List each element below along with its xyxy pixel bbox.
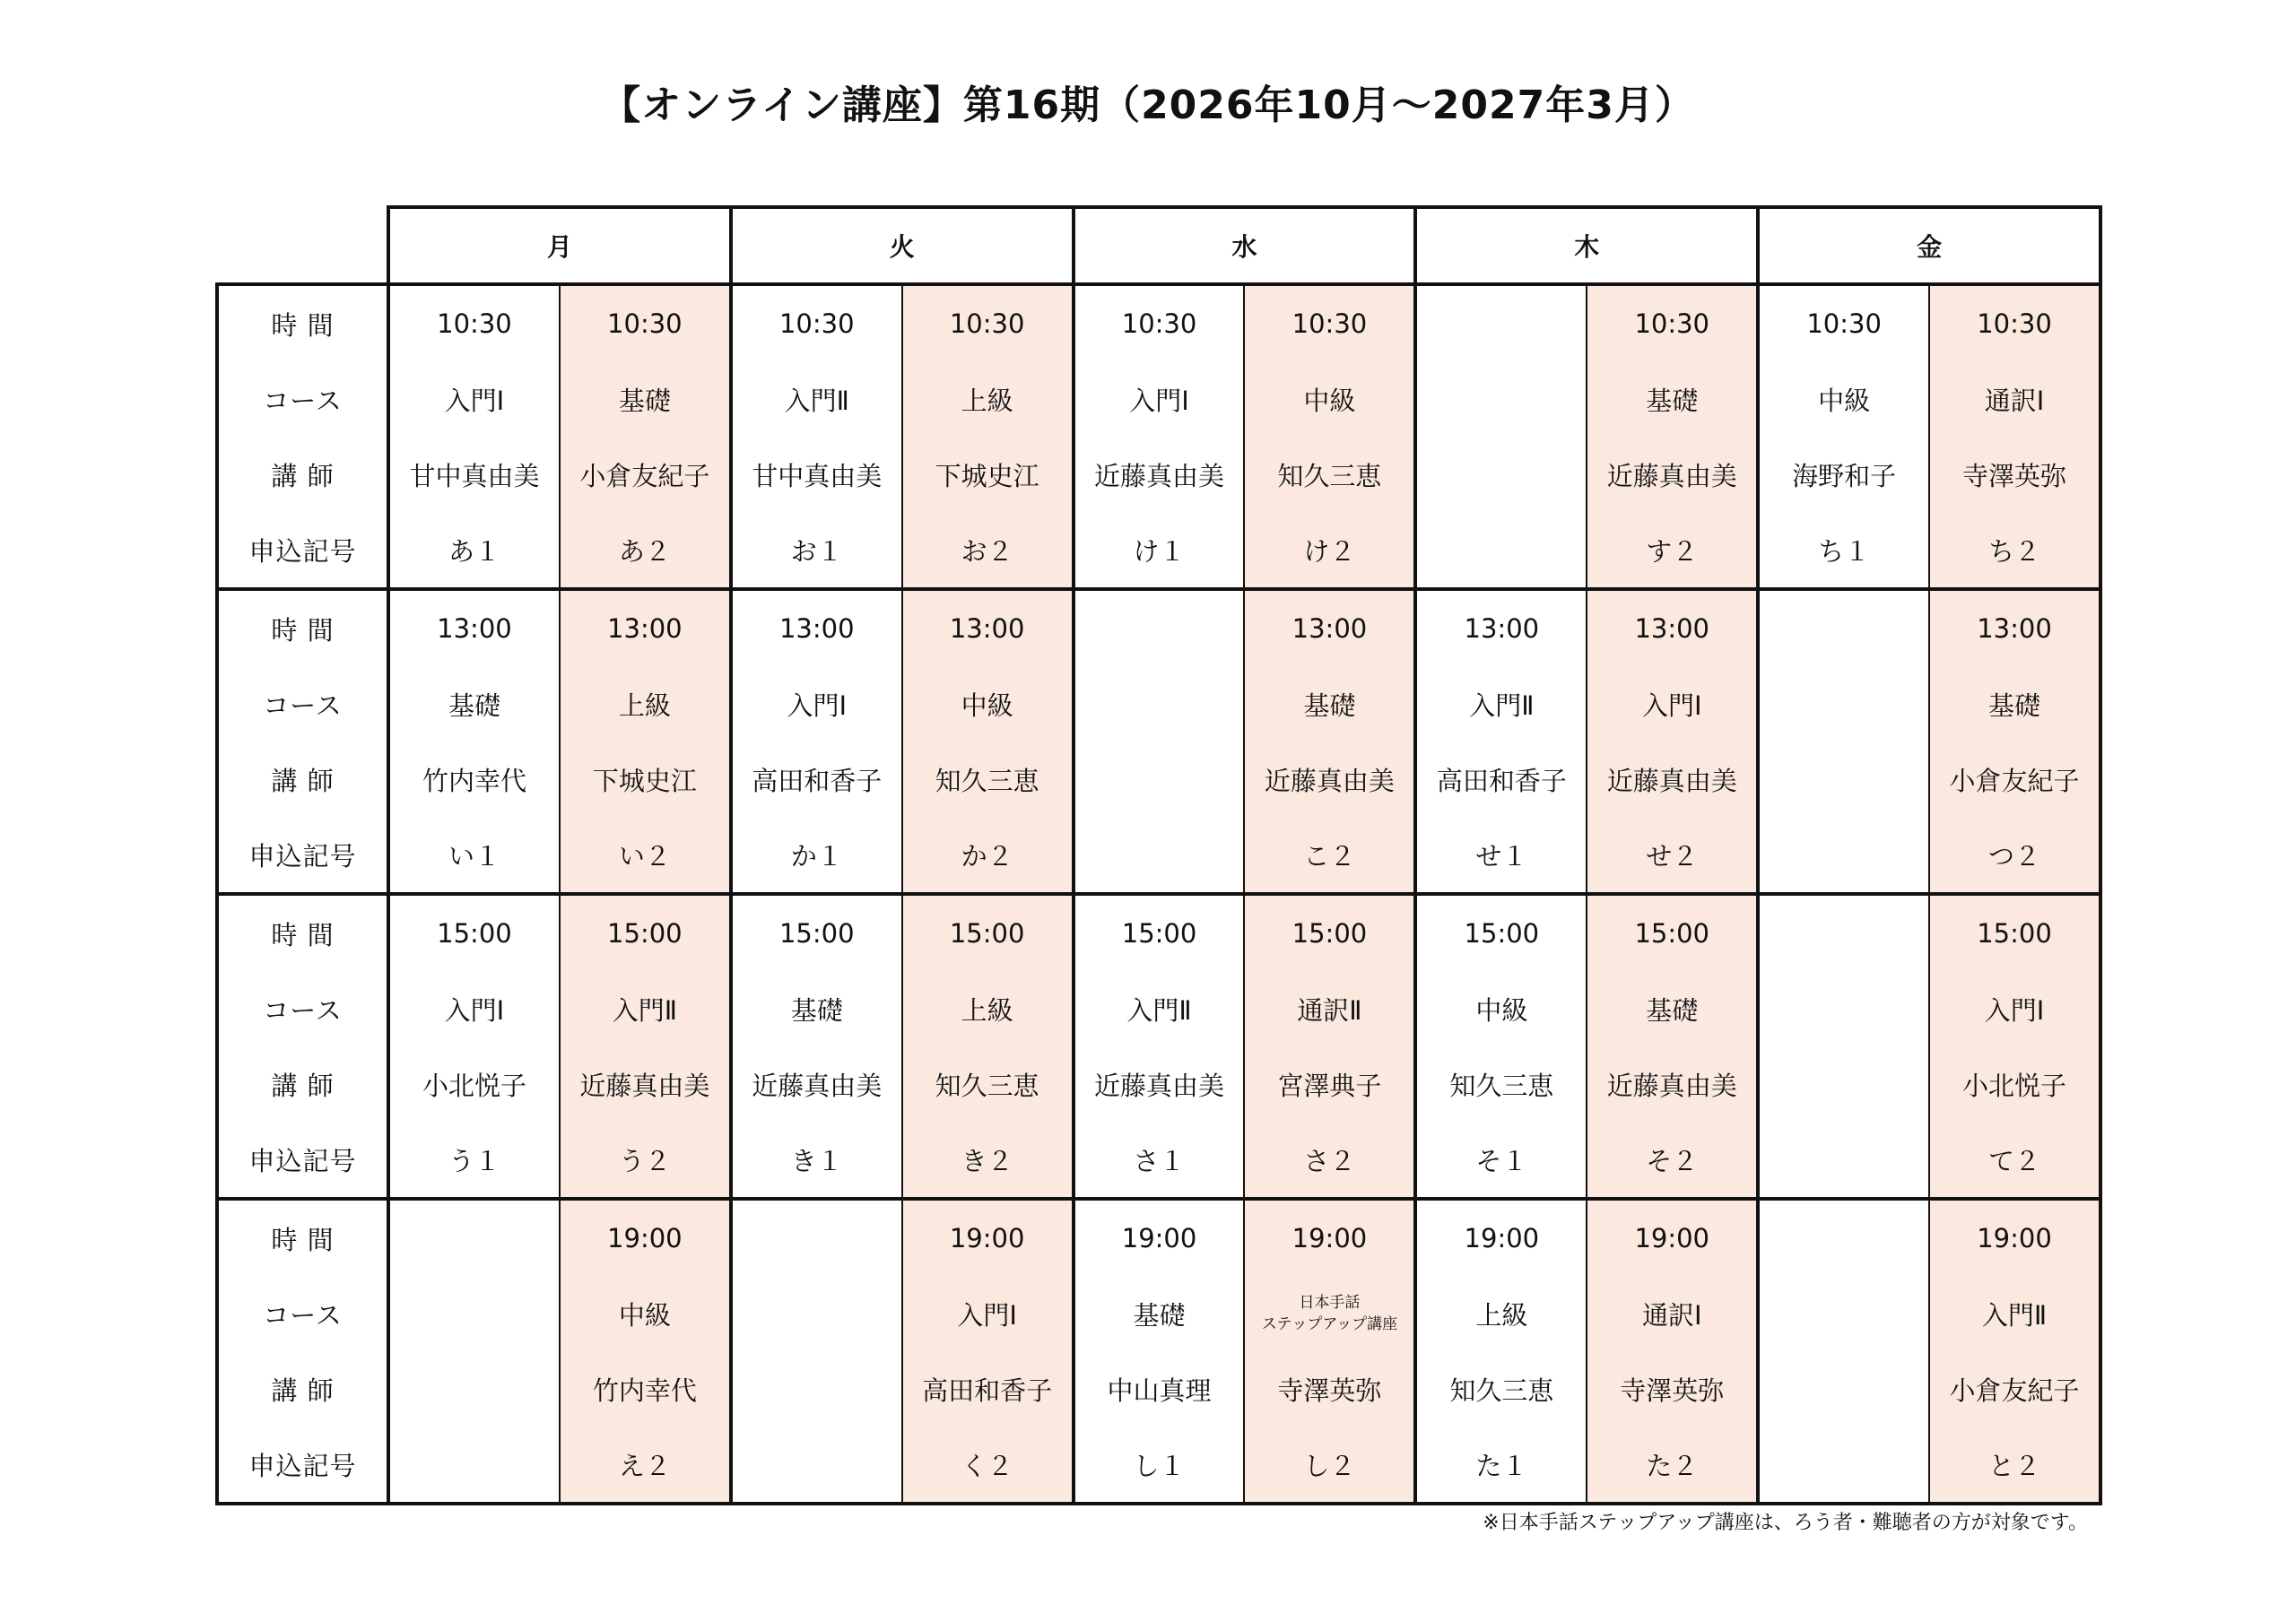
slot-code: [731, 1427, 902, 1504]
slot-code: つ２: [1929, 817, 2100, 894]
slot-time: 15:00: [560, 894, 731, 971]
course-row: [217, 971, 2100, 1046]
slot-course: 中級: [560, 1276, 731, 1351]
course-name-line: ステップアップ講座: [1261, 1315, 1398, 1333]
slot-code: え２: [560, 1427, 731, 1504]
teacher-row: [217, 1046, 2100, 1122]
slot-time: 15:00: [1929, 894, 2100, 971]
slot-course: 入門Ⅱ: [560, 971, 731, 1046]
row-label: 時 間: [217, 1199, 388, 1276]
slot-course: 入門Ⅱ: [1074, 971, 1245, 1046]
slot-code: た２: [1587, 1427, 1758, 1504]
slot-course: [731, 1276, 902, 1351]
slot-time: 19:00: [1415, 1199, 1587, 1276]
slot-teacher: [1758, 1351, 1929, 1427]
slot-teacher: 竹内幸代: [388, 742, 560, 817]
row-label: コース: [217, 666, 388, 742]
slot-course: 入門Ⅰ: [1587, 666, 1758, 742]
slot-time: [1074, 589, 1245, 666]
slot-code: し１: [1074, 1427, 1245, 1504]
slot-course: 入門Ⅱ: [731, 361, 902, 437]
slot-code: [1758, 1427, 1929, 1504]
slot-time: 19:00: [1074, 1199, 1245, 1276]
slot-course: 基礎: [1244, 666, 1415, 742]
row-label: 申込記号: [217, 512, 388, 589]
slot-teacher: 小倉友紀子: [560, 437, 731, 512]
slot-code: さ１: [1074, 1122, 1245, 1199]
slot-course: 上級: [1415, 1276, 1587, 1351]
course-name-line: 日本手話: [1299, 1294, 1361, 1312]
slot-time: [1758, 894, 1929, 971]
slot-teacher: 近藤真由美: [1074, 437, 1245, 512]
slot-teacher: [1415, 437, 1587, 512]
slot-course: [1244, 1276, 1415, 1351]
teacher-row: [217, 742, 2100, 817]
code-row: [217, 817, 2100, 894]
slot-code: せ１: [1415, 817, 1587, 894]
time-row: [217, 1199, 2100, 1276]
slot-teacher: 小北悦子: [388, 1046, 560, 1122]
slot-time: [1758, 589, 1929, 666]
time-block: [217, 1199, 2100, 1504]
slot-teacher: 近藤真由美: [1074, 1046, 1245, 1122]
slot-code: [1074, 817, 1245, 894]
slot-code: あ１: [388, 512, 560, 589]
slot-time: 10:30: [388, 284, 560, 361]
slot-course: 入門Ⅰ: [1074, 361, 1245, 437]
slot-teacher: [731, 1351, 902, 1427]
slot-code: か１: [731, 817, 902, 894]
slot-time: 10:30: [1074, 284, 1245, 361]
slot-teacher: 寺澤英弥: [1587, 1351, 1758, 1427]
slot-course: 通訳Ⅰ: [1929, 361, 2100, 437]
slot-teacher: 近藤真由美: [560, 1046, 731, 1122]
slot-time: 19:00: [902, 1199, 1074, 1276]
course-row: [217, 666, 2100, 742]
day-header-tuesday: 火: [731, 207, 1074, 284]
slot-course: 通訳Ⅱ: [1244, 971, 1415, 1046]
slot-time: 15:00: [1244, 894, 1415, 971]
slot-time: 10:30: [1587, 284, 1758, 361]
slot-course: [1074, 666, 1245, 742]
time-row: [217, 589, 2100, 666]
slot-course: 入門Ⅱ: [1415, 666, 1587, 742]
slot-teacher: [388, 1351, 560, 1427]
row-label: 申込記号: [217, 1122, 388, 1199]
slot-code: し２: [1244, 1427, 1415, 1504]
row-label: 時 間: [217, 284, 388, 361]
slot-course: 中級: [902, 666, 1074, 742]
header-corner: [217, 207, 388, 284]
slot-time: 13:00: [1587, 589, 1758, 666]
row-label: 時 間: [217, 894, 388, 971]
slot-code: か２: [902, 817, 1074, 894]
slot-code: う１: [388, 1122, 560, 1199]
slot-teacher: 近藤真由美: [1244, 742, 1415, 817]
slot-teacher: 知久三恵: [1415, 1351, 1587, 1427]
slot-teacher: 近藤真由美: [731, 1046, 902, 1122]
slot-code: う２: [560, 1122, 731, 1199]
slot-code: そ１: [1415, 1122, 1587, 1199]
slot-time: [1415, 284, 1587, 361]
slot-code: き２: [902, 1122, 1074, 1199]
day-header-row: [217, 207, 2100, 284]
slot-teacher: 中山真理: [1074, 1351, 1245, 1427]
slot-time: 13:00: [902, 589, 1074, 666]
slot-code: お１: [731, 512, 902, 589]
slot-code: そ２: [1587, 1122, 1758, 1199]
page-title: 【オンライン講座】第16期（2026年10月～2027年3月）: [601, 82, 1695, 128]
slot-teacher: 近藤真由美: [1587, 437, 1758, 512]
slot-teacher: 下城史江: [902, 437, 1074, 512]
slot-code: [1758, 1122, 1929, 1199]
slot-teacher: 寺澤英弥: [1244, 1351, 1415, 1427]
time-row: [217, 894, 2100, 971]
slot-teacher: 海野和子: [1758, 437, 1929, 512]
slot-course: 基礎: [1587, 361, 1758, 437]
slot-course: 中級: [1758, 361, 1929, 437]
slot-course: [388, 1276, 560, 1351]
slot-time: 10:30: [902, 284, 1074, 361]
slot-course: 基礎: [731, 971, 902, 1046]
slot-time: [1758, 1199, 1929, 1276]
slot-course: 入門Ⅰ: [1929, 971, 2100, 1046]
slot-time: 13:00: [388, 589, 560, 666]
slot-teacher: [1758, 1046, 1929, 1122]
slot-teacher: 高田和香子: [1415, 742, 1587, 817]
slot-code: い１: [388, 817, 560, 894]
teacher-row: [217, 1351, 2100, 1427]
course-row: [217, 1276, 2100, 1351]
slot-course: 上級: [902, 971, 1074, 1046]
slot-course: 入門Ⅰ: [902, 1276, 1074, 1351]
slot-teacher: 竹内幸代: [560, 1351, 731, 1427]
slot-time: 15:00: [1074, 894, 1245, 971]
slot-time: 10:30: [1929, 284, 2100, 361]
slot-code: す２: [1587, 512, 1758, 589]
slot-teacher: 甘中真由美: [731, 437, 902, 512]
row-label: コース: [217, 361, 388, 437]
slot-time: 15:00: [1415, 894, 1587, 971]
slot-time: [388, 1199, 560, 1276]
slot-code: [1758, 817, 1929, 894]
slot-teacher: 小倉友紀子: [1929, 1351, 2100, 1427]
slot-time: 13:00: [1415, 589, 1587, 666]
slot-code: た１: [1415, 1427, 1587, 1504]
slot-course: [1415, 361, 1587, 437]
slot-teacher: [1074, 742, 1245, 817]
slot-code: お２: [902, 512, 1074, 589]
day-header-monday: 月: [388, 207, 731, 284]
row-label: 講 師: [217, 1351, 388, 1427]
slot-teacher: 知久三恵: [1244, 437, 1415, 512]
slot-course: 基礎: [1587, 971, 1758, 1046]
slot-code: [388, 1427, 560, 1504]
slot-time: 15:00: [731, 894, 902, 971]
day-header-wednesday: 水: [1074, 207, 1416, 284]
slot-course: [1758, 666, 1929, 742]
slot-code: あ２: [560, 512, 731, 589]
slot-teacher: 知久三恵: [902, 1046, 1074, 1122]
row-label: コース: [217, 1276, 388, 1351]
slot-time: 10:30: [731, 284, 902, 361]
slot-teacher: 小倉友紀子: [1929, 742, 2100, 817]
slot-code: と２: [1929, 1427, 2100, 1504]
slot-teacher: 甘中真由美: [388, 437, 560, 512]
row-label: 講 師: [217, 1046, 388, 1122]
slot-code: い２: [560, 817, 731, 894]
slot-time: 19:00: [1587, 1199, 1758, 1276]
slot-time: 19:00: [560, 1199, 731, 1276]
time-row: [217, 284, 2100, 361]
slot-code: て２: [1929, 1122, 2100, 1199]
slot-time: 10:30: [560, 284, 731, 361]
code-row: [217, 1427, 2100, 1504]
slot-teacher: 近藤真由美: [1587, 1046, 1758, 1122]
slot-code: き１: [731, 1122, 902, 1199]
slot-code: ち２: [1929, 512, 2100, 589]
slot-teacher: 高田和香子: [902, 1351, 1074, 1427]
slot-time: 13:00: [560, 589, 731, 666]
slot-time: [731, 1199, 902, 1276]
slot-course: 基礎: [1929, 666, 2100, 742]
slot-course: 入門Ⅱ: [1929, 1276, 2100, 1351]
slot-time: 13:00: [731, 589, 902, 666]
slot-course: 上級: [902, 361, 1074, 437]
slot-course: [1758, 1276, 1929, 1351]
slot-time: 19:00: [1929, 1199, 2100, 1276]
slot-course: 通訳Ⅰ: [1587, 1276, 1758, 1351]
slot-teacher: 近藤真由美: [1587, 742, 1758, 817]
slot-time: 10:30: [1244, 284, 1415, 361]
slot-code: け１: [1074, 512, 1245, 589]
slot-teacher: 小北悦子: [1929, 1046, 2100, 1122]
time-block: [217, 589, 2100, 894]
slot-time: 15:00: [902, 894, 1074, 971]
row-label: コース: [217, 971, 388, 1046]
row-label: 講 師: [217, 742, 388, 817]
slot-course: 基礎: [1074, 1276, 1245, 1351]
row-label: 時 間: [217, 589, 388, 666]
slot-course: 中級: [1244, 361, 1415, 437]
slot-teacher: 知久三恵: [902, 742, 1074, 817]
slot-teacher: 下城史江: [560, 742, 731, 817]
slot-code: [1415, 512, 1587, 589]
slot-time: 15:00: [1587, 894, 1758, 971]
slot-teacher: 宮澤典子: [1244, 1046, 1415, 1122]
slot-code: く２: [902, 1427, 1074, 1504]
slot-teacher: 知久三恵: [1415, 1046, 1587, 1122]
slot-time: 19:00: [1244, 1199, 1415, 1276]
slot-course: 上級: [560, 666, 731, 742]
day-header-friday: 金: [1758, 207, 2100, 284]
slot-course: [1758, 971, 1929, 1046]
time-block: [217, 894, 2100, 1199]
time-block: [217, 284, 2100, 589]
slot-course: 入門Ⅰ: [388, 361, 560, 437]
row-label: 講 師: [217, 437, 388, 512]
slot-teacher: 高田和香子: [731, 742, 902, 817]
slot-course: 中級: [1415, 971, 1587, 1046]
footnote: ※日本手話ステップアップ講座は、ろう者・難聴者の方が対象です。: [1483, 1512, 2088, 1534]
schedule-table: [215, 205, 2102, 1505]
slot-code: さ２: [1244, 1122, 1415, 1199]
slot-teacher: [1758, 742, 1929, 817]
teacher-row: [217, 437, 2100, 512]
slot-code: け２: [1244, 512, 1415, 589]
slot-course: 基礎: [560, 361, 731, 437]
slot-time: 15:00: [388, 894, 560, 971]
slot-code: こ２: [1244, 817, 1415, 894]
slot-course: 入門Ⅰ: [731, 666, 902, 742]
code-row: [217, 1122, 2100, 1199]
slot-code: せ２: [1587, 817, 1758, 894]
slot-code: ち１: [1758, 512, 1929, 589]
course-row: [217, 361, 2100, 437]
slot-course: 基礎: [388, 666, 560, 742]
slot-time: 13:00: [1929, 589, 2100, 666]
code-row: [217, 512, 2100, 589]
row-label: 申込記号: [217, 1427, 388, 1504]
slot-time: 13:00: [1244, 589, 1415, 666]
slot-course: 入門Ⅰ: [388, 971, 560, 1046]
day-header-thursday: 木: [1415, 207, 1758, 284]
row-label: 申込記号: [217, 817, 388, 894]
slot-teacher: 寺澤英弥: [1929, 437, 2100, 512]
slot-time: 10:30: [1758, 284, 1929, 361]
